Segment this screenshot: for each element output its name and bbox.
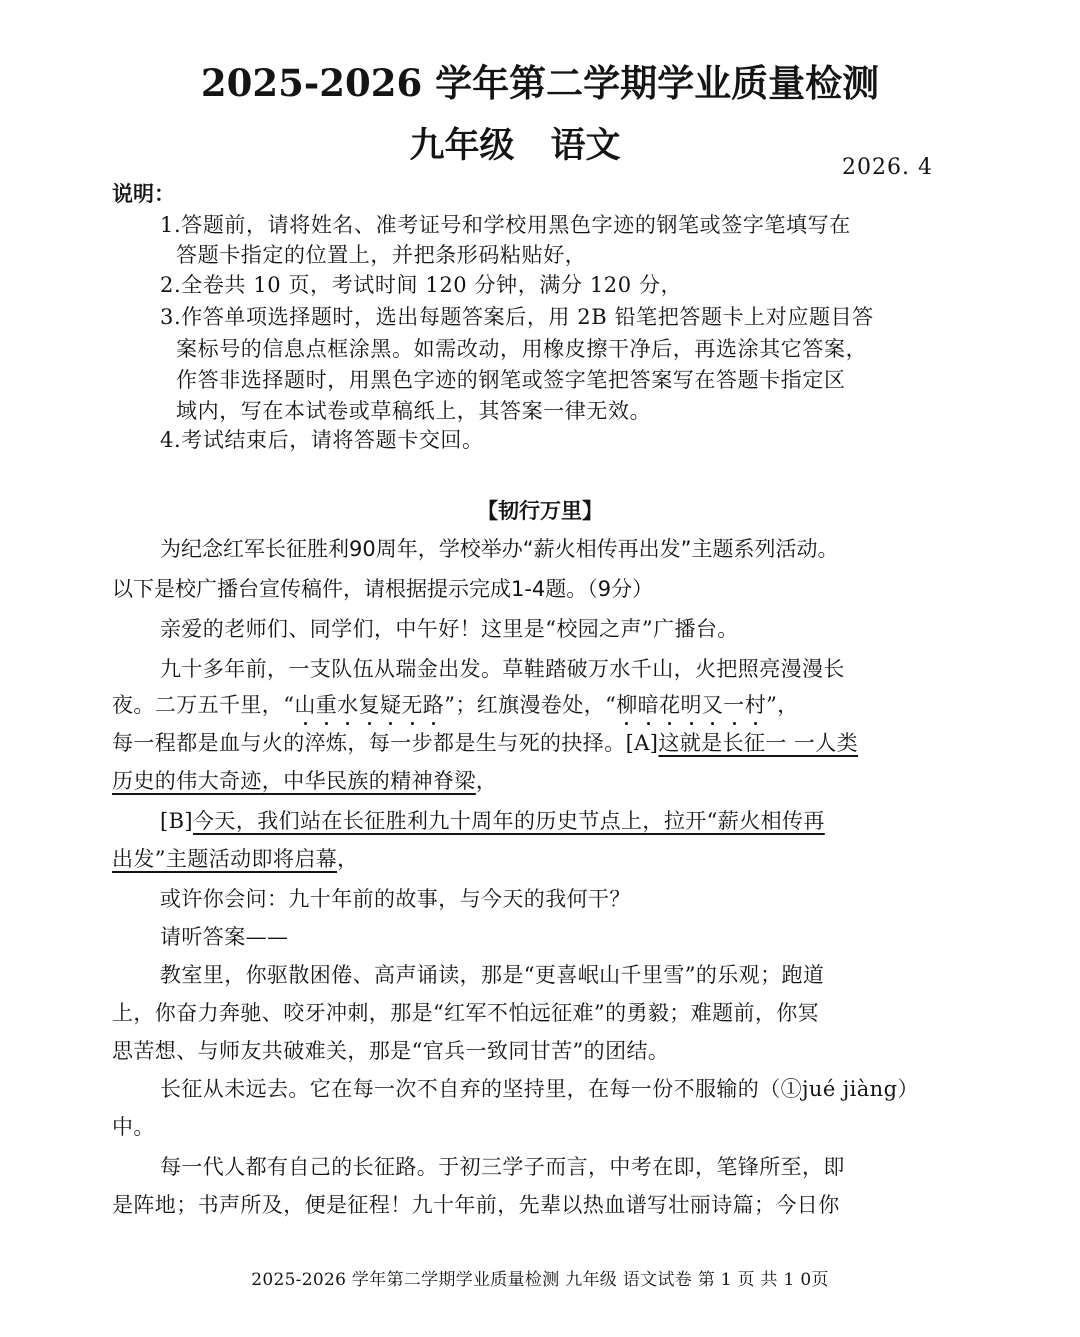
dotted-char: 路 <box>422 693 445 717</box>
instruction-line: 3.作答单项选择题时，选出每题答案后，用 2B 铅笔把答题卡上对应题目答 <box>160 305 874 329</box>
paragraph-line: 长征从未远去。它在每一次不自弃的坚持里，在每一份不服输的（①jué jiàng） <box>160 1077 919 1101</box>
instruction-line: 4.考试结束后，请将答题卡交回。 <box>160 428 484 452</box>
text-segment: ”， <box>766 693 799 717</box>
dotted-char: 无 <box>401 693 423 717</box>
paragraph-line: 上，你奋力奔驰、咬牙冲刺，那是“红军不怕远征难”的勇毅；难题前，你冥 <box>112 1001 820 1025</box>
paragraph-question: 或许你会问：九十年前的故事，与今天的我何干？ <box>160 887 631 911</box>
instruction-line: 作答非选择题时，用黑色字迹的钢笔或签字笔把答案写在答题卡指定区 <box>176 368 846 392</box>
paragraph-line: 教室里，你驱散困倦、高声诵读，那是“更喜岷山千里雪”的乐观；跑道 <box>160 963 825 987</box>
dotted-char: 村 <box>744 693 767 717</box>
dotted-char: 疑 <box>379 693 402 717</box>
instruction-line: 答题卡指定的位置上，并把条形码粘贴好， <box>176 243 587 267</box>
intro-line: 为纪念红军长征胜利90周年，学校举办“薪火相传再出发”主题系列活动。 <box>160 537 839 561</box>
paragraph-line: 思苦想、与师友共破难关，那是“官兵一致同甘苦”的团结。 <box>112 1039 670 1063</box>
dotted-char: 暗 <box>637 693 660 717</box>
paragraph-line <box>112 844 359 874</box>
text-segment: ”；红旗漫卷处，“ <box>444 693 617 717</box>
instruction-line: 案标号的信息点框涂黑。如需改动，用橡皮擦干净后，再选涂其它答案， <box>176 337 868 361</box>
section-title: 【韧行万里】 <box>477 499 603 523</box>
dotted-char: 明 <box>680 693 702 717</box>
dotted-char: 复 <box>358 693 380 717</box>
underlined-sentence-a: 这就是长征一 一人类 <box>658 731 859 755</box>
paragraph-line: 是阵地；书声所及，便是征程！九十年前，先辈以热血谱写壮丽诗篇；今日你 <box>112 1193 840 1217</box>
text-segment: [B] <box>160 809 194 833</box>
dotted-char: 重 <box>315 693 338 717</box>
underlined-sentence-b: 今天，我们站在长征胜利九十周年的历史节点上，拉开“薪火相传再 <box>193 809 825 833</box>
underlined-sentence-a-cont: 历史的伟大奇迹，中华民族的精神脊梁 <box>112 769 476 793</box>
text-segment: 夜。二万五千里，“ <box>112 693 295 717</box>
instructions-heading: 说明： <box>112 181 175 206</box>
subject-label: 语文 <box>550 125 621 166</box>
text-segment: ， <box>475 769 498 793</box>
dotted-char: 一 <box>723 693 745 717</box>
paragraph-greeting: 亲爱的老师们、同学们，中午好！这里是“校园之声”广播台。 <box>160 617 739 641</box>
paragraph-line: 中。 <box>112 1115 155 1139</box>
grade-label: 九年级 <box>409 125 515 166</box>
page-footer: 2025-2026 学年第二学期学业质量检测 九年级 语文试卷 第 1 页 共 1 0页 <box>251 1270 829 1290</box>
dotted-char: 又 <box>701 693 724 717</box>
paragraph-line <box>112 766 497 796</box>
paragraph-line: 每一代人都有自己的长征路。于初三学子而言，中考在即，笔锋所至，即 <box>160 1155 845 1179</box>
text-segment: ， <box>337 847 359 871</box>
instruction-line: 域内，写在本试卷或草稿纸上，其答案一律无效。 <box>176 399 652 423</box>
paragraph-line: 九十多年前，一支队伍从瑞金出发。草鞋踏破万水千山，火把照亮漫漫长 <box>160 657 845 681</box>
exam-title: 2025-2026 学年第二学期学业质量检测 <box>200 61 880 105</box>
dotted-char: 山 <box>294 693 316 717</box>
paragraph-line <box>112 728 858 758</box>
exam-date: 2026. 4 <box>842 155 933 180</box>
text-segment: 每一程都是血与火的淬炼，每一步都是生与死的抉择。[A] <box>112 731 659 755</box>
paragraph-answer-lead: 请听答案—— <box>160 925 289 949</box>
dotted-char: 柳 <box>616 693 638 717</box>
dotted-char: 水 <box>337 693 359 717</box>
paragraph-line-poetry <box>112 690 799 720</box>
paragraph-line <box>160 806 825 836</box>
intro-line: 以下是校广播台宣传稿件，请根据提示完成1-4题。（9分） <box>112 577 654 601</box>
dotted-char: 花 <box>659 693 681 717</box>
instruction-line: 2.全卷共 10 页，考试时间 120 分钟，满分 120 分， <box>160 273 683 297</box>
instruction-line: 1.答题前，请将姓名、准考证号和学校用黑色字迹的钢笔或签字笔填写在 <box>160 213 851 237</box>
underlined-sentence-b-cont: 出发”主题活动即将启幕 <box>112 847 338 871</box>
